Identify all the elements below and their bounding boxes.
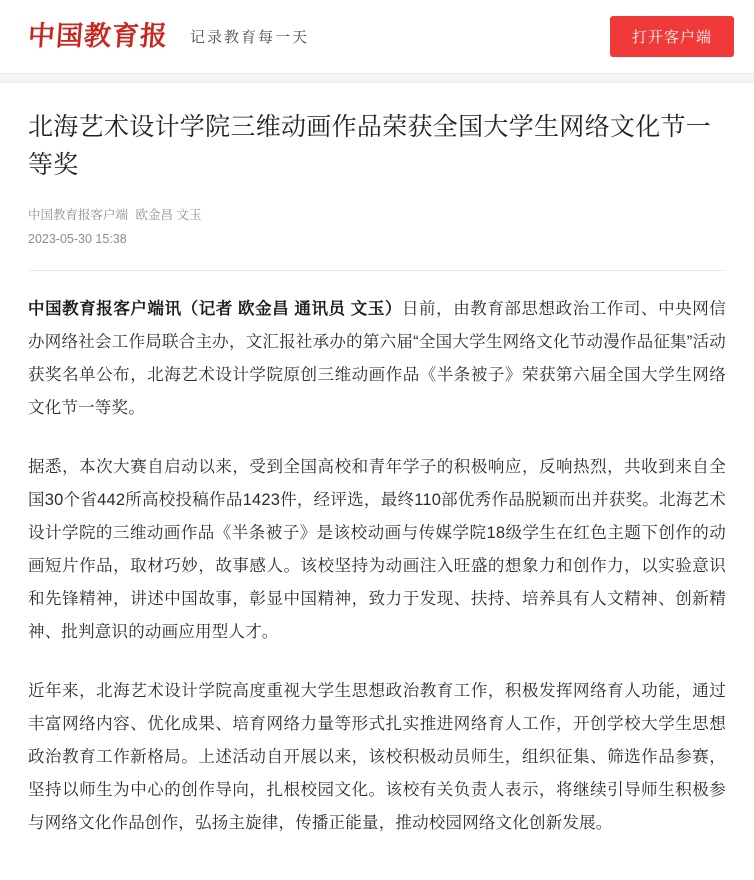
page-title: 北海艺术设计学院三维动画作品荣获全国大学生网络文化节一等奖: [28, 113, 712, 179]
header-divider-strip: [0, 74, 754, 83]
paragraph-2: 据悉，本次大赛自启动以来，受到全国高校和青年学子的积极响应，反响热烈，共收到来自全国30个省442所高校投稿作品1423件，经评选，最终110部优秀作品脱颖而出并获奖。北海艺术设计学院的三维动画作品《半条被子》是该校动画与传媒学院18级学生在红色主题下创作的动画短片作品，取材巧妙，故事感人。该校坚持为动画注入旺盛的想象力和创作力，以实验意识和先锋精神，讲述中国故事，彰显中国精神，致力于发现、扶持、培养具有人文精神、创新精神、批判意识的动画应用型人才。: [28, 457, 726, 641]
meta-author: 欧金昌 文玉: [135, 208, 202, 222]
site-logo[interactable]: 中国教育报: [26, 21, 170, 51]
meta-date: 2023-05-30 15:38: [28, 231, 127, 246]
site-slogan: 记录教育每一天: [190, 29, 310, 46]
open-app-button[interactable]: 打开客户端: [610, 16, 734, 57]
paragraph-3: 近年来，北海艺术设计学院高度重视大学生思想政治教育工作，积极发挥网络育人功能，通过丰富网络内容、优化成果、培育网络力量等形式扎实推进网络育人工作，开创学校大学生思想政治教育工作新格局。上述活动自开展以来，该校积极动员师生，组织征集、筛选作品参赛，坚持以师生为中心的创作导向，扎根校园文化。该校有关负责人表示，将继续引导师生积极参与网络文化作品创作，弘扬主旋律，传播正能量，推动校园网络文化创新发展。: [28, 681, 726, 832]
lead-in-text: 中国教育报客户端讯（记者 欧金昌 通讯员 文玉）: [28, 299, 402, 318]
article-body: [28, 293, 726, 840]
article-meta: [28, 204, 726, 252]
paragraph-1: [28, 293, 726, 425]
article-container: [0, 83, 754, 880]
paragraph-1-rest: 日前，由教育部思想政治工作司、中央网信办网络社会工作局联合主办，文汇报社承办的第六届“全国大学生网络文化节动漫作品征集”活动获奖名单公布，北海艺术设计学院原创三维动画作品《半条被子》荣获第六届全国大学生网络文化节一等奖。: [28, 299, 726, 417]
meta-divider: [28, 270, 726, 271]
brand-block[interactable]: [28, 23, 309, 50]
meta-source: 中国教育报客户端: [28, 208, 129, 222]
site-header: [0, 0, 754, 74]
